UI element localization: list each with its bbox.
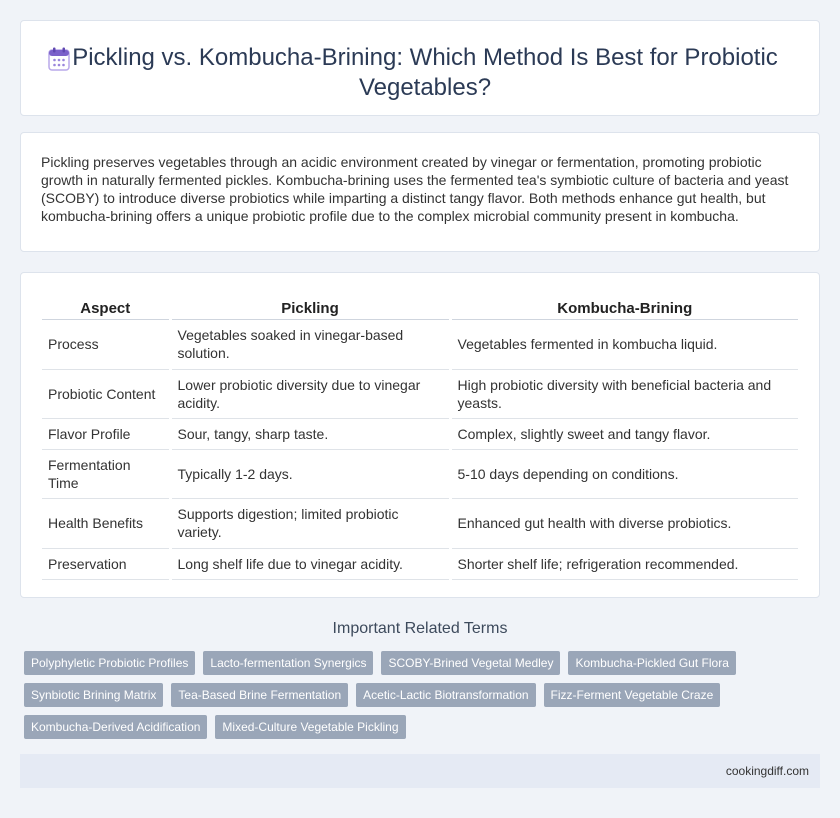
table-row — [42, 498, 798, 548]
table-row — [42, 319, 798, 369]
table-row — [42, 369, 798, 418]
header-aspect: Aspect — [42, 297, 170, 319]
related-term-tag[interactable]: Lacto-fermentation Synergics — [203, 651, 373, 675]
related-terms-list — [24, 651, 824, 739]
footer — [20, 754, 820, 788]
pickling-cell: Long shelf life due to vinegar acidity. — [170, 548, 450, 579]
aspect-cell: Flavor Profile — [42, 418, 170, 449]
kombucha-cell: 5-10 days depending on conditions. — [450, 449, 798, 498]
comparison-card — [20, 272, 820, 598]
related-term-tag[interactable]: Kombucha-Derived Acidification — [24, 715, 207, 739]
aspect-cell: Preservation — [42, 548, 170, 579]
aspect-cell: Fermentation Time — [42, 449, 170, 498]
related-term-tag[interactable]: Polyphyletic Probiotic Profiles — [24, 651, 195, 675]
related-term-tag[interactable]: Mixed-Culture Vegetable Pickling — [215, 715, 405, 739]
related-term-tag[interactable]: Kombucha-Pickled Gut Flora — [568, 651, 735, 675]
kombucha-cell: Complex, slightly sweet and tangy flavor. — [450, 418, 798, 449]
table-row — [42, 449, 798, 498]
related-term-tag[interactable]: Synbiotic Brining Matrix — [24, 683, 163, 707]
aspect-cell: Probiotic Content — [42, 369, 170, 418]
table-row — [42, 418, 798, 449]
related-term-tag[interactable]: SCOBY-Brined Vegetal Medley — [381, 651, 560, 675]
related-term-tag[interactable]: Tea-Based Brine Fermentation — [171, 683, 348, 707]
page-title: Pickling vs. Kombucha-Brining: Which Method Is Best for Probiotic Vegetables? — [72, 44, 778, 101]
kombucha-cell: Vegetables fermented in kombucha liquid. — [450, 319, 798, 369]
kombucha-cell: Shorter shelf life; refrigeration recommended. — [450, 548, 798, 579]
pickling-cell: Typically 1-2 days. — [170, 449, 450, 498]
table-header-row — [42, 297, 798, 319]
pickling-cell: Sour, tangy, sharp taste. — [170, 418, 450, 449]
table-row — [42, 548, 798, 579]
intro-card — [20, 132, 820, 252]
related-terms-heading: Important Related Terms — [332, 620, 508, 637]
pickling-cell: Lower probiotic diversity due to vinegar acidity. — [170, 369, 450, 418]
aspect-cell: Process — [42, 319, 170, 369]
related-term-tag[interactable]: Acetic-Lactic Biotransformation — [356, 683, 535, 707]
kombucha-cell: High probiotic diversity with beneficial bacteria and yeasts. — [450, 369, 798, 418]
footer-site-link[interactable]: cookingdiff.com — [725, 764, 809, 778]
related-term-tag[interactable]: Fizz-Ferment Vegetable Craze — [544, 683, 721, 707]
aspect-cell: Health Benefits — [42, 498, 170, 548]
header-pickling: Pickling — [170, 297, 450, 319]
comparison-table — [42, 297, 798, 580]
title-card — [20, 20, 820, 116]
pickling-cell: Supports digestion; limited probiotic variety. — [170, 498, 450, 548]
intro-paragraph: Pickling preserves vegetables through an acidic environment created by vinegar or fermentation, promoting probiotic growth in naturally fermented pickles. Kombucha-brining uses the fermented tea's symbiotic culture of bacteria and yeast (SCOBY) to introduce diverse probiotics while imparting a distinct tangy flavor. Both methods enhance gut health, but kombucha-brining offers a unique probiotic profile due to the complex microbial community present in kombucha. — [41, 154, 789, 224]
pickling-cell: Vegetables soaked in vinegar-based solution. — [170, 319, 450, 369]
header-kombucha-brining: Kombucha-Brining — [450, 297, 798, 319]
kombucha-cell: Enhanced gut health with diverse probiotics. — [450, 498, 798, 548]
